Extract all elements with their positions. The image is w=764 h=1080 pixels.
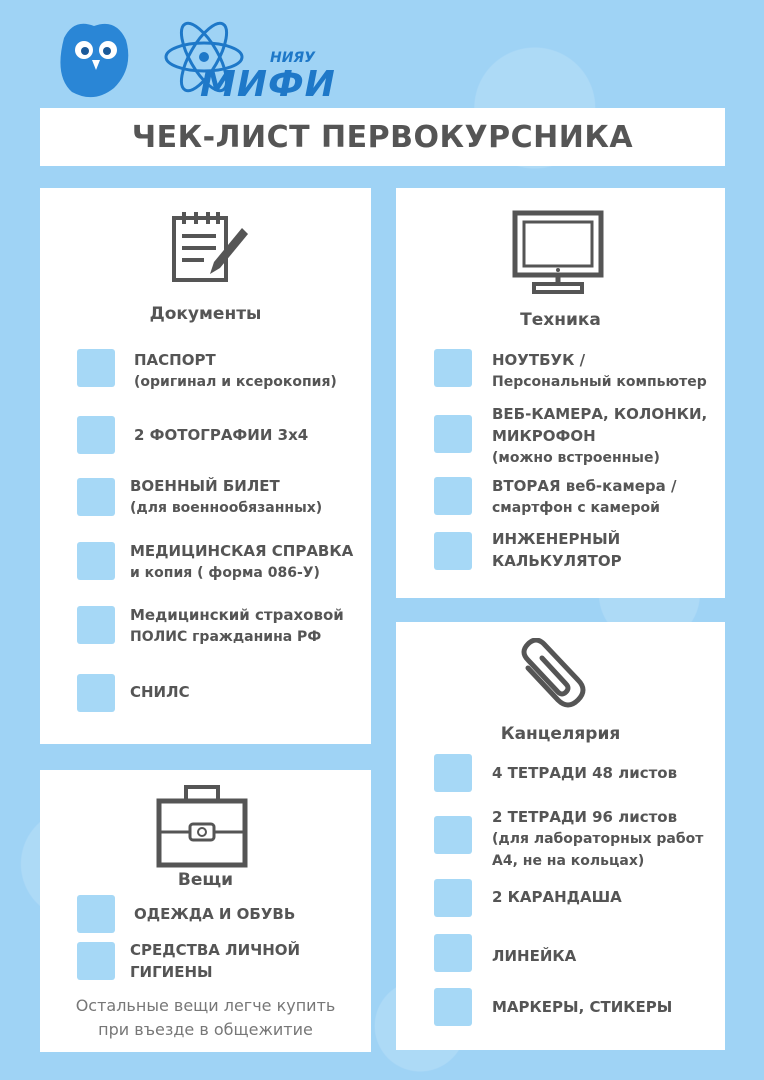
item-title: ОДЕЖДА И ОБУВЬ: [134, 905, 296, 923]
checkbox-insurance-policy[interactable]: [77, 606, 115, 644]
paperclip-icon: [514, 638, 594, 712]
item-clothes: [134, 903, 295, 925]
checkbox-markers[interactable]: [434, 988, 472, 1026]
item-title: СРЕДСТВА ЛИЧНОЙ: [130, 941, 301, 959]
item-title: 2 ТЕТРАДИ 96 листов: [492, 808, 678, 826]
item-medical-certificate: [130, 540, 353, 584]
things-card: [40, 770, 371, 1052]
documents-card: [40, 188, 371, 744]
item-subtitle: Персональный компьютер: [492, 374, 707, 390]
item-title-2: ГИГИЕНЫ: [130, 963, 213, 981]
owl-logo-icon: [54, 18, 134, 104]
item-calculator: [492, 528, 622, 572]
note-line-1: Остальные вещи легче купить: [75, 996, 336, 1015]
item-subtitle: (оригинал и ксерокопия): [134, 374, 337, 390]
item-notebooks-96: [492, 806, 703, 872]
tech-card: [396, 188, 725, 598]
notepad-pencil-icon: [170, 208, 250, 284]
item-insurance-policy: [130, 604, 344, 648]
mephi-logo: [162, 20, 372, 110]
item-second-camera: [492, 475, 676, 519]
item-subtitle-2: А4, не на кольцах): [492, 853, 645, 869]
item-snils: [130, 681, 190, 703]
item-military-id: [130, 475, 322, 519]
item-hygiene: [130, 939, 300, 983]
item-title: НОУТБУК /: [492, 351, 586, 369]
item-subtitle: (для лабораторных работ: [492, 831, 704, 847]
item-title-2: МИКРОФОН: [492, 427, 596, 445]
item-ruler: [492, 945, 576, 967]
item-title: МЕДИЦИНСКАЯ СПРАВКА: [130, 542, 354, 560]
item-photos: [134, 424, 308, 446]
checkbox-notebooks-48[interactable]: [434, 754, 472, 792]
item-subtitle: и копия ( форма 086-У): [130, 565, 320, 581]
logo-big-text: МИФИ: [200, 64, 336, 105]
tech-heading: Техника: [520, 310, 601, 330]
item-title: Медицинский страховой: [130, 606, 344, 624]
item-title: СНИЛС: [130, 683, 190, 701]
checkbox-second-camera[interactable]: [434, 477, 472, 515]
item-title: 2 ФОТОГРАФИИ 3х4: [134, 426, 309, 444]
briefcase-icon: [156, 784, 248, 870]
item-webcam: [492, 403, 707, 469]
office-heading: Канцелярия: [500, 724, 621, 744]
item-pencils: [492, 886, 622, 908]
item-title: ПАСПОРТ: [134, 351, 216, 369]
item-subtitle: смартфон с камерой: [492, 500, 660, 516]
checkbox-laptop[interactable]: [434, 349, 472, 387]
monitor-icon: [512, 210, 604, 294]
checkbox-military-id[interactable]: [77, 478, 115, 516]
item-notebooks-48: [492, 762, 677, 784]
checkbox-webcam[interactable]: [434, 415, 472, 453]
item-title: 2 КАРАНДАША: [492, 888, 622, 906]
checkbox-hygiene[interactable]: [77, 942, 115, 980]
note-line-2: при въезде в общежитие: [98, 1020, 313, 1039]
item-title: 4 ТЕТРАДИ 48 листов: [492, 764, 678, 782]
item-title: ВЕБ-КАМЕРА, КОЛОНКИ,: [492, 405, 708, 423]
item-markers: [492, 996, 672, 1018]
item-title-2: КАЛЬКУЛЯТОР: [492, 552, 622, 570]
item-title: ЛИНЕЙКА: [492, 947, 577, 965]
checkbox-ruler[interactable]: [434, 934, 472, 972]
item-title: ИНЖЕНЕРНЫЙ: [492, 530, 621, 548]
item-title: ВТОРАЯ веб-камера /: [492, 477, 677, 495]
item-subtitle: ПОЛИС гражданина РФ: [130, 629, 322, 645]
checkbox-notebooks-96[interactable]: [434, 816, 472, 854]
item-laptop: [492, 349, 707, 393]
checkbox-calculator[interactable]: [434, 532, 472, 570]
item-passport: [134, 349, 337, 393]
checkbox-snils[interactable]: [77, 674, 115, 712]
item-title: ВОЕННЫЙ БИЛЕТ: [130, 477, 280, 495]
checkbox-clothes[interactable]: [77, 895, 115, 933]
documents-heading: Документы: [149, 304, 262, 324]
checkbox-medical-certificate[interactable]: [77, 542, 115, 580]
things-note: [40, 994, 371, 1042]
checkbox-passport[interactable]: [77, 349, 115, 387]
item-subtitle: (можно встроенные): [492, 450, 660, 466]
item-subtitle: (для военнообязанных): [130, 500, 323, 516]
title-box: [40, 108, 725, 166]
things-heading: Вещи: [177, 870, 234, 890]
office-card: [396, 622, 725, 1050]
item-title: МАРКЕРЫ, СТИКЕРЫ: [492, 998, 673, 1016]
checkbox-pencils[interactable]: [434, 879, 472, 917]
checkbox-photos[interactable]: [77, 416, 115, 454]
page-title: ЧЕК-ЛИСТ ПЕРВОКУРСНИКА: [131, 119, 634, 155]
logo-small-text: НИЯУ: [270, 50, 316, 66]
